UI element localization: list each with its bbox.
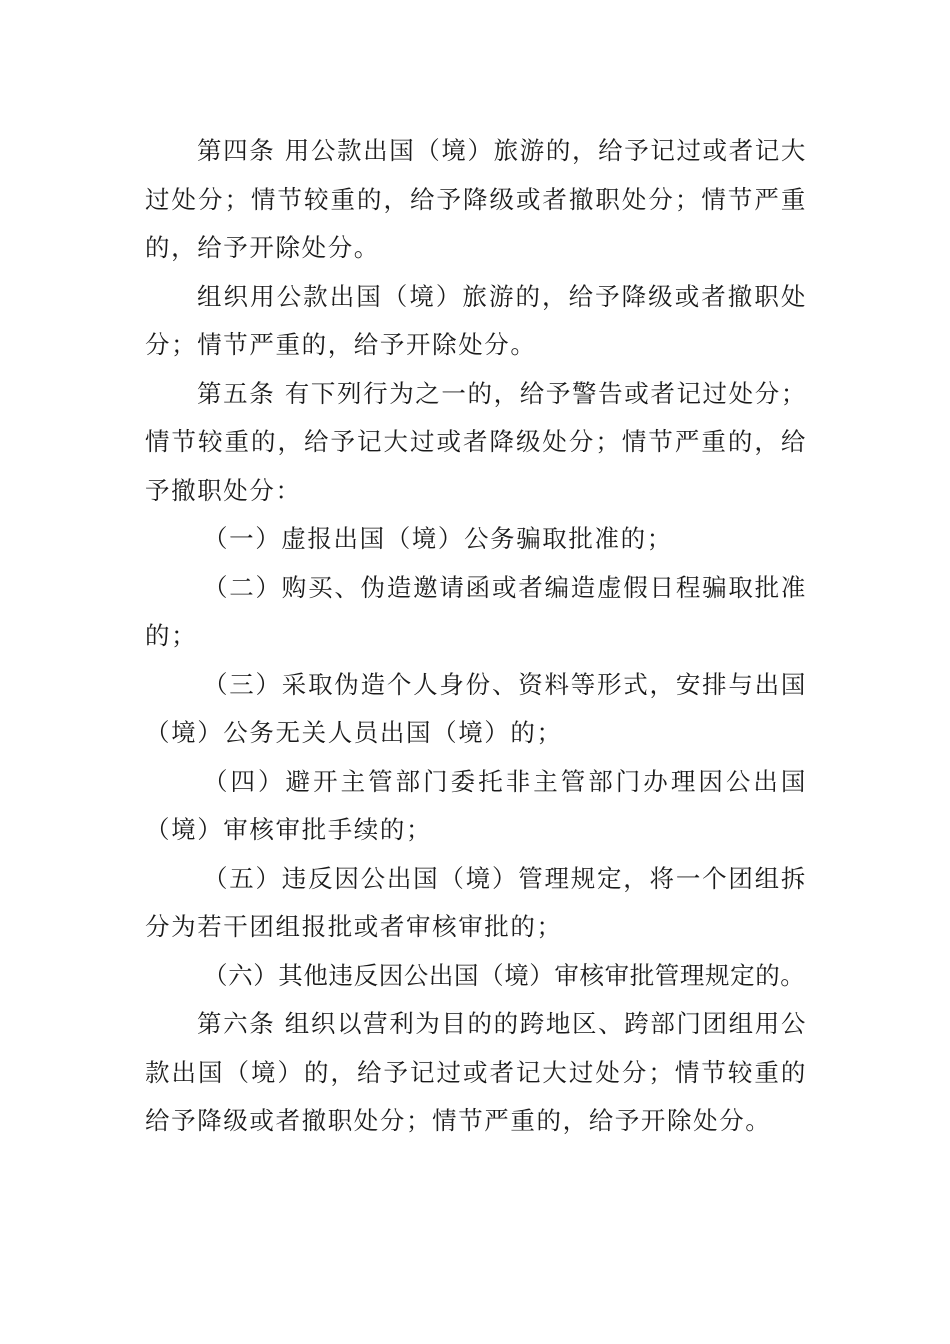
article-5-item-3: （三）采取伪造个人身份、资料等形式，安排与出国（境）公务无关人员出国（境）的； — [145, 669, 807, 747]
article-4-paragraph: 第四条 用公款出国（境）旅游的，给予记过或者记大过处分；情节较重的，给予降级或者撤职处分；情节严重的，给予开除处分。 — [145, 136, 807, 262]
article-5-paragraph: 第五条 有下列行为之一的，给予警告或者记过处分；情节较重的，给予记大过或者降级处分；情节严重的，给予撤职处分： — [145, 378, 807, 505]
article-5-item-1: （一）虚报出国（境）公务骗取批准的； — [203, 524, 673, 553]
document-body — [145, 127, 807, 1146]
article-4-organize-paragraph: 组织用公款出国（境）旅游的，给予降级或者撤职处分；情节严重的，给予开除处分。 — [145, 281, 807, 359]
article-6-paragraph: 第六条 组织以营利为目的的跨地区、跨部门团组用公款出国（境）的，给予记过或者记大过处分；情节较重的给予降级或者撤职处分；情节严重的，给予开除处分。 — [145, 1009, 807, 1135]
article-5-item-5: （五）违反因公出国（境）管理规定，将一个团组拆分为若干团组报批或者审核审批的； — [145, 863, 807, 941]
article-5-item-4: （四）避开主管部门委托非主管部门办理因公出国（境）审核审批手续的； — [145, 766, 807, 844]
article-5-item-6: （六）其他违反因公出国（境）审核审批管理规定的。 — [203, 960, 806, 990]
article-5-item-2: （二）购买、伪造邀请函或者编造虚假日程骗取批准的； — [145, 572, 807, 650]
